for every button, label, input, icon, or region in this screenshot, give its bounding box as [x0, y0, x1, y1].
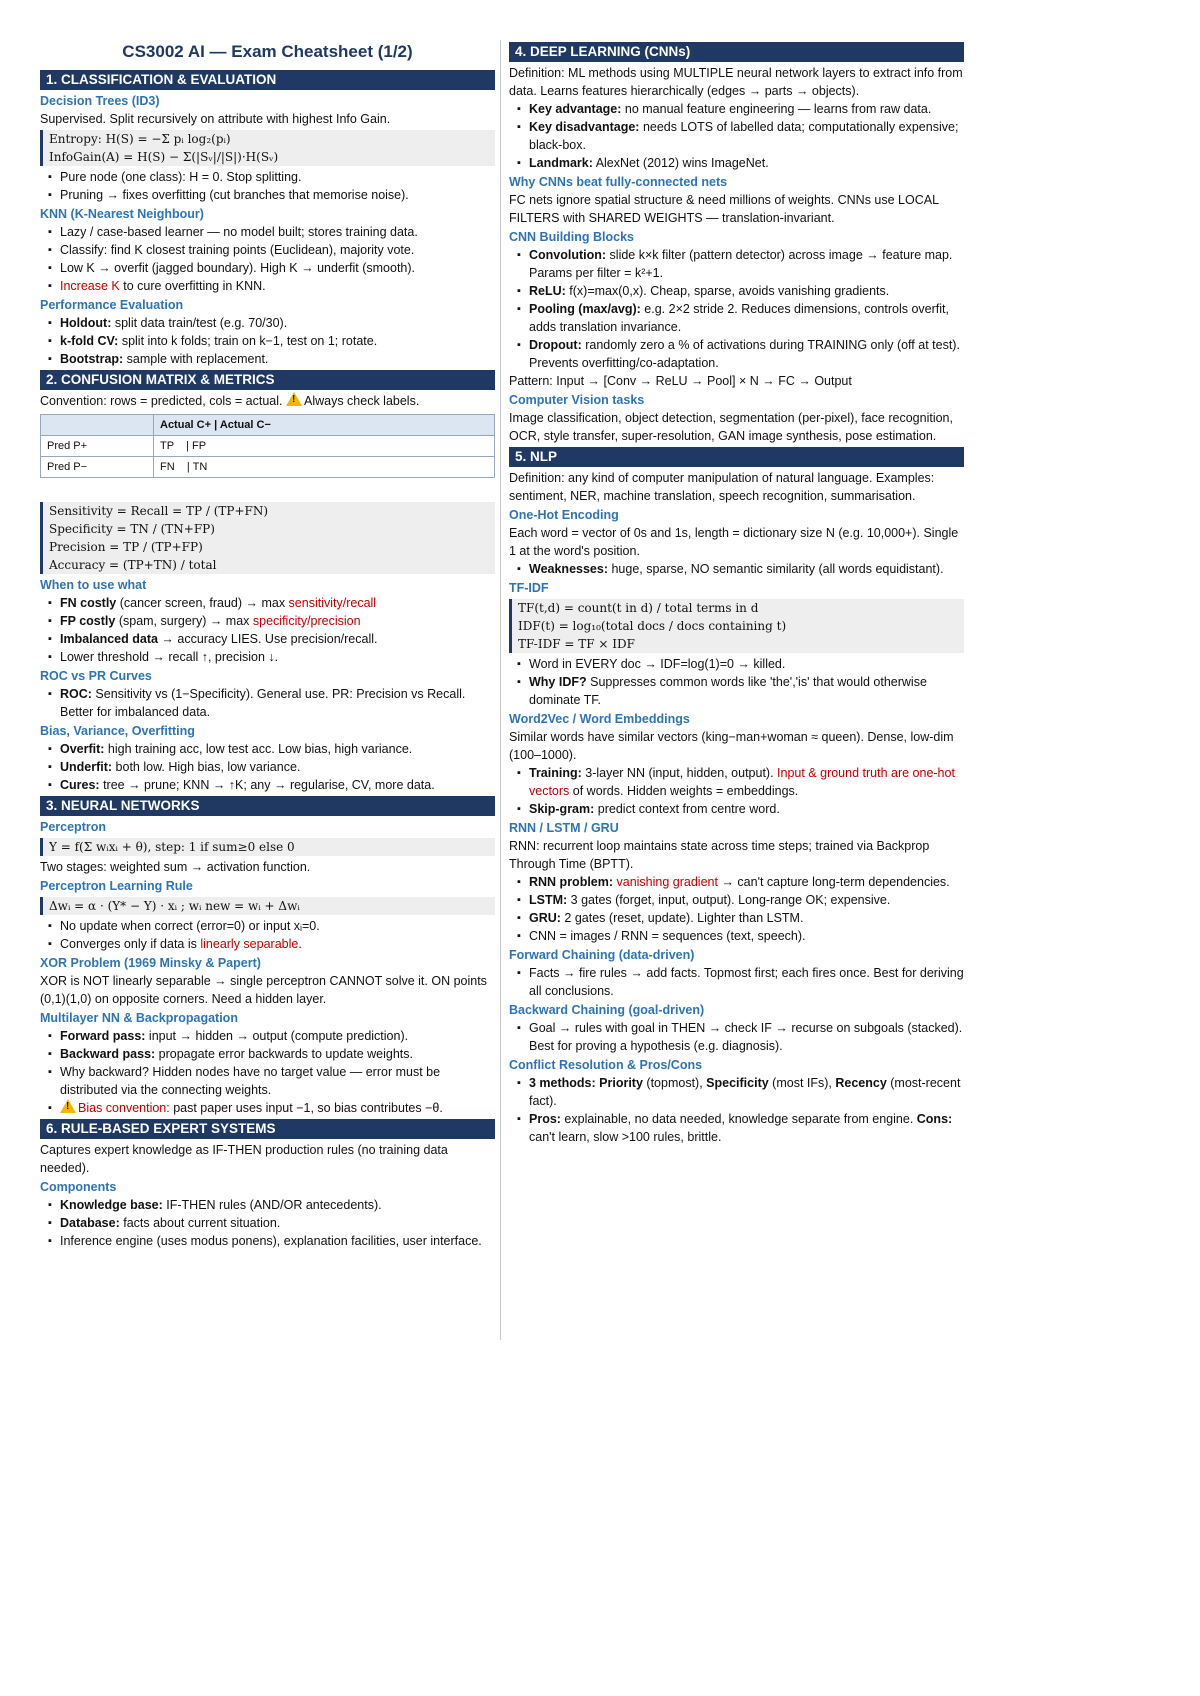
conflict-resolution-heading: Conflict Resolution & Pros/Cons — [509, 1058, 703, 1072]
list-item: ▪ Lower threshold → recall ↑, precision ↓. — [40, 648, 495, 666]
xor-heading: XOR Problem (1969 Minsky & Papert) — [40, 956, 261, 970]
list-item-text: . — [298, 937, 302, 951]
performance-eval-heading: Performance Evaluation — [40, 298, 184, 312]
list-item-text: tree → prune; KNN → ↑K; any → regularise, CV, more data. — [99, 778, 435, 792]
rnn-bullets — [509, 873, 964, 945]
list-item: ▪ CNN = images / RNN = sequences (text, speech). — [509, 927, 964, 945]
convention-text: Convention: rows = predicted, cols = actual. — [40, 394, 283, 408]
list-item-text: f(x)=max(0,x). Cheap, sparse, avoids vanishing gradients. — [565, 284, 890, 298]
list-item — [40, 1214, 495, 1232]
list-item-text: facts about current situation. — [119, 1216, 281, 1230]
list-item-text: Sensitivity vs (1−Specificity). General use. PR: Precision vs Recall. Better for imbalanced data. — [60, 687, 466, 719]
term: ReLU: — [529, 284, 566, 298]
accuracy-formula: Accuracy = (TP+TN) / total — [49, 558, 217, 572]
term: FP costly — [60, 614, 116, 628]
list-item — [40, 594, 495, 612]
list-item-text: (spam, surgery) → max — [115, 614, 253, 628]
roc-pr-bullets — [40, 685, 495, 721]
xor-desc: XOR is NOT linearly separable → single perceptron CANNOT solve it. ON points (0,1)(1,0) on opposite corners. Need a hidden layer. — [40, 974, 487, 1006]
one-hot-heading: One-Hot Encoding — [509, 508, 619, 522]
entropy-formula-box — [40, 130, 495, 166]
list-item: ▪ Goal → rules with goal in THEN → check IF → recurse on subgoals (stacked). Best for proving a hypothesis (e.g. diagnosis). — [509, 1019, 964, 1055]
table-cell: FN | TN — [154, 457, 495, 478]
list-item — [40, 935, 495, 953]
learning-rule-formula: Δwᵢ = α · (Y* − Y) · xᵢ ; wᵢ new = wᵢ + Δwᵢ — [49, 899, 300, 913]
section-deep-learning-header: 4. DEEP LEARNING (CNNs) — [509, 42, 964, 62]
section-confusion-header: 2. CONFUSION MATRIX & METRICS — [40, 370, 495, 390]
term: LSTM: — [529, 893, 568, 907]
term: Cons: — [916, 1112, 953, 1126]
term: Pooling (max/avg): — [529, 302, 641, 316]
learning-rule-heading: Perceptron Learning Rule — [40, 879, 193, 893]
list-item-text: → can't capture long-term dependencies. — [717, 875, 950, 889]
term: Pros: — [529, 1112, 561, 1126]
when-to-use-heading: When to use what — [40, 578, 147, 592]
decision-trees-desc: Supervised. Split recursively on attribute with highest Info Gain. — [40, 112, 391, 126]
list-item — [509, 873, 964, 891]
cnn-blocks-heading: CNN Building Blocks — [509, 230, 635, 244]
list-item — [509, 764, 964, 800]
term: 3 methods: — [529, 1076, 596, 1090]
list-item-text: past paper uses input −1, so bias contributes −θ. — [169, 1101, 443, 1115]
cv-tasks-desc: Image classification, object detection, segmentation (per-pixel), face recognition, OCR, style transfer, super-resolution, GAN image synthesis, pose estimation. — [509, 411, 953, 443]
one-hot-desc: Each word = vector of 0s and 1s, length = dictionary size N (e.g. 10,000+). Single 1 at the word's position. — [509, 526, 959, 558]
term: Backward pass: — [60, 1047, 156, 1061]
list-item — [40, 685, 495, 721]
section-neural-networks-header: 3. NEURAL NETWORKS — [40, 796, 495, 816]
warning-icon — [60, 1099, 76, 1113]
knn-heading: KNN (K-Nearest Neighbour) — [40, 207, 204, 221]
term: Forward pass: — [60, 1029, 146, 1043]
table-cell: TP | FP — [154, 436, 495, 457]
term: Overfit: — [60, 742, 105, 756]
table-cell: Actual C+ | Actual C− — [154, 415, 495, 436]
list-item — [40, 332, 495, 350]
highlight-text: vanishing gradient — [613, 875, 718, 889]
perceptron-desc: Two stages: weighted sum → activation function. — [40, 860, 311, 874]
decision-trees-bullets — [40, 168, 495, 204]
column-divider — [500, 40, 501, 1340]
list-item-text: e.g. 2×2 stride 2. Reduces dimensions, controls overfit, adds translation invariance. — [529, 302, 949, 334]
tfidf-formula-box — [509, 599, 964, 653]
backward-chaining-heading: Backward Chaining (goal-driven) — [509, 1003, 705, 1017]
term: k-fold CV: — [60, 334, 119, 348]
metrics-formula-box — [40, 502, 495, 574]
list-item-text: of words. Hidden weights = embeddings. — [569, 784, 799, 798]
term: Bootstrap: — [60, 352, 124, 366]
list-item-text: explainable, no data needed, knowledge separate from engine. — [560, 1112, 917, 1126]
list-item-text: (cancer screen, fraud) → max — [116, 596, 289, 610]
right-column — [509, 40, 964, 1146]
list-item — [509, 1074, 964, 1110]
list-item — [40, 314, 495, 332]
highlight-text: specificity/precision — [252, 614, 361, 628]
expert-systems-desc: Captures expert knowledge as IF-THEN production rules (no training data needed). — [40, 1143, 448, 1175]
list-item-text: Converges only if data is — [60, 937, 201, 951]
when-to-use-bullets — [40, 594, 495, 666]
term: GRU: — [529, 911, 561, 925]
forward-chaining-bullets — [509, 964, 964, 1000]
term: Training: — [529, 766, 582, 780]
list-item-text: slide k×k filter (pattern detector) across image → feature map. Params per filter = k²+1. — [529, 248, 953, 280]
word2vec-desc: Similar words have similar vectors (king−man+woman ≈ queen). Dense, low-dim (100–1000). — [509, 730, 954, 762]
list-item-text: to cure overfitting in KNN. — [119, 279, 266, 293]
list-item-text: high training acc, low test acc. Low bias, high variance. — [104, 742, 413, 756]
list-item-text: can't learn, slow >100 rules, brittle. — [529, 1130, 722, 1144]
list-item-text: sample with replacement. — [123, 352, 269, 366]
list-item-text: 2 gates (reset, update). Lighter than LSTM. — [560, 911, 804, 925]
term: Cures: — [60, 778, 100, 792]
list-item — [40, 758, 495, 776]
term: Database: — [60, 1216, 120, 1230]
list-item-text: randomly zero a % of activations during TRAINING only (off at test). Prevents overfitting/co-adaptation. — [529, 338, 960, 370]
tf-formula: TF(t,d) = count(t in d) / total terms in d — [518, 601, 759, 615]
convention-note — [40, 392, 495, 410]
list-item — [509, 336, 964, 372]
perceptron-heading: Perceptron — [40, 820, 106, 834]
roc-pr-heading: ROC vs PR Curves — [40, 669, 152, 683]
list-item: ▪ No update when correct (error=0) or input xᵢ=0. — [40, 917, 495, 935]
highlight-text: linearly separable — [200, 937, 299, 951]
mlp-bullets — [40, 1027, 495, 1117]
word2vec-heading: Word2Vec / Word Embeddings — [509, 712, 690, 726]
term: RNN problem: — [529, 875, 614, 889]
learning-rule-formula-box — [40, 897, 495, 915]
list-item-text: (most IFs), — [768, 1076, 832, 1090]
performance-eval-bullets — [40, 314, 495, 368]
specificity-formula: Specificity = TN / (TN+FP) — [49, 522, 215, 536]
list-item-text: 3 gates (forget, input, output). Long-range OK; expensive. — [567, 893, 891, 907]
table-cell: Pred P− — [41, 457, 154, 478]
list-item-text: Suppresses common words like 'the','is' that would otherwise dominate TF. — [529, 675, 927, 707]
list-item — [40, 1099, 495, 1117]
forward-chaining-heading: Forward Chaining (data-driven) — [509, 948, 695, 962]
components-bullets — [40, 1196, 495, 1250]
knn-bullets — [40, 223, 495, 295]
cnn-pattern: Pattern: Input → [Conv → ReLU → Pool] × N → FC → Output — [509, 374, 852, 388]
term: Convolution: — [529, 248, 607, 262]
list-item-text: IF-THEN rules (AND/OR antecedents). — [162, 1198, 382, 1212]
term: Specificity — [702, 1076, 769, 1090]
table-row — [41, 457, 495, 478]
term: Recency — [831, 1076, 887, 1090]
list-item-text: (most-recent fact). — [529, 1076, 961, 1108]
list-item: ▪ Lazy / case-based learner — no model built; stores training data. — [40, 223, 495, 241]
one-hot-bullets — [509, 560, 964, 578]
list-item-text: split into k folds; train on k−1, test on 1; rotate. — [118, 334, 378, 348]
list-item-text: AlexNet (2012) wins ImageNet. — [592, 156, 769, 170]
list-item: ▪ Low K → overfit (jagged boundary). High K → underfit (smooth). — [40, 259, 495, 277]
page-title: CS3002 AI — Exam Cheatsheet (1/2) — [122, 42, 413, 61]
list-item: ▪ Facts → fire rules → add facts. Topmost first; each fires once. Best for deriving all conclusions. — [509, 964, 964, 1000]
list-item-text: split data train/test (e.g. 70/30). — [111, 316, 288, 330]
list-item — [509, 909, 964, 927]
sensitivity-formula: Sensitivity = Recall = TP / (TP+FN) — [49, 504, 269, 518]
list-item — [40, 1045, 495, 1063]
idf-formula: IDF(t) = log₁₀(total docs / docs containing t) — [518, 619, 787, 633]
word2vec-bullets — [509, 764, 964, 818]
term: Knowledge base: — [60, 1198, 163, 1212]
deep-learning-def: Definition: ML methods using MULTIPLE neural network layers to extract info from data. Learns features hierarchically (edges → parts → objects). — [509, 66, 963, 98]
term: Skip-gram: — [529, 802, 595, 816]
highlight-text: Input & ground truth are one-hot vectors — [529, 766, 955, 798]
table-header-row — [41, 415, 495, 436]
list-item-text: 3-layer NN (input, hidden, output). — [581, 766, 778, 780]
list-item — [509, 560, 964, 578]
list-item — [509, 246, 964, 282]
cv-tasks-heading: Computer Vision tasks — [509, 393, 645, 407]
list-item — [40, 1027, 495, 1045]
term: Landmark: — [529, 156, 593, 170]
term: Underfit: — [60, 760, 113, 774]
list-item — [509, 300, 964, 336]
infogain-formula: InfoGain(A) = H(S) − Σ(|Sᵥ|/|S|)·H(Sᵥ) — [49, 150, 279, 164]
rnn-desc: RNN: recurrent loop maintains state across time steps; trained via Backprop Through Time (BPTT). — [509, 839, 930, 871]
term: FN costly — [60, 596, 117, 610]
warning-icon — [286, 392, 302, 406]
table-cell — [41, 415, 154, 436]
list-item — [40, 630, 495, 648]
term: Holdout: — [60, 316, 112, 330]
section-classification-header: 1. CLASSIFICATION & EVALUATION — [40, 70, 495, 90]
list-item — [40, 277, 495, 295]
entropy-formula: Entropy: H(S) = −Σ pᵢ log₂(pᵢ) — [49, 132, 231, 146]
precision-formula: Precision = TP / (TP+FP) — [49, 540, 203, 554]
list-item: ▪ Pruning → fixes overfitting (cut branches that memorise noise). — [40, 186, 495, 204]
table-row — [41, 436, 495, 457]
table-cell: Pred P+ — [41, 436, 154, 457]
list-item — [509, 118, 964, 154]
list-item — [509, 673, 964, 709]
section-expert-systems-header: 6. RULE-BASED EXPERT SYSTEMS — [40, 1119, 495, 1139]
list-item — [40, 776, 495, 794]
why-cnn-desc: FC nets ignore spatial structure & need millions of weights. CNNs use LOCAL FILTERS with SHARED WEIGHTS — translation-invariant. — [509, 193, 939, 225]
list-item-text: huge, sparse, NO semantic similarity (all words equidistant). — [608, 562, 944, 576]
list-item — [509, 100, 964, 118]
list-item-text: input → hidden → output (compute prediction). — [145, 1029, 409, 1043]
deep-learning-bullets — [509, 100, 964, 172]
tfidf-bullets — [509, 655, 964, 709]
list-item-text: no manual feature engineering — learns from raw data. — [621, 102, 932, 116]
list-item — [509, 154, 964, 172]
term: Imbalanced data — [60, 632, 158, 646]
tfidf-formula: TF-IDF = TF × IDF — [518, 637, 635, 651]
term: Weaknesses: — [529, 562, 608, 576]
term: Dropout: — [529, 338, 582, 352]
list-item — [40, 1196, 495, 1214]
list-item-text: predict context from centre word. — [594, 802, 780, 816]
conflict-resolution-bullets — [509, 1074, 964, 1146]
left-column — [40, 40, 495, 1250]
cnn-blocks-bullets — [509, 246, 964, 372]
list-item: ▪ Word in EVERY doc → IDF=log(1)=0 → killed. — [509, 655, 964, 673]
list-item — [40, 612, 495, 630]
term: Priority — [595, 1076, 643, 1090]
list-item: ▪ Classify: find K closest training points (Euclidean), majority vote. — [40, 241, 495, 259]
why-cnn-heading: Why CNNs beat fully-connected nets — [509, 175, 728, 189]
list-item-text: both low. High bias, low variance. — [112, 760, 301, 774]
convention-warning: Always check labels. — [303, 394, 420, 408]
list-item — [40, 350, 495, 368]
term: Key disadvantage: — [529, 120, 640, 134]
term: Key advantage: — [529, 102, 622, 116]
list-item: ▪ Inference engine (uses modus ponens), explanation facilities, user interface. — [40, 1232, 495, 1250]
nlp-def: Definition: any kind of computer manipulation of natural language. Examples: sentiment, NER, machine translation, speech recognition, summarisation. — [509, 471, 935, 503]
decision-trees-heading: Decision Trees (ID3) — [40, 94, 160, 108]
term: Why IDF? — [529, 675, 587, 689]
list-item-text: propagate error backwards to update weights. — [155, 1047, 413, 1061]
list-item — [509, 282, 964, 300]
list-item: ▪ Why backward? Hidden nodes have no target value — error must be distributed via the connecting weights. — [40, 1063, 495, 1099]
perceptron-formula: Y = f(Σ wᵢxᵢ + θ), step: 1 if sum≥0 else 0 — [49, 840, 295, 854]
confusion-matrix-table — [40, 414, 495, 478]
learning-rule-bullets — [40, 917, 495, 953]
list-item — [509, 1110, 964, 1146]
list-item — [40, 740, 495, 758]
list-item — [509, 891, 964, 909]
section-nlp-header: 5. NLP — [509, 447, 964, 467]
mlp-heading: Multilayer NN & Backpropagation — [40, 1011, 238, 1025]
highlight-text: sensitivity/recall — [288, 596, 377, 610]
list-item-text: needs LOTS of labelled data; computationally expensive; black-box. — [529, 120, 959, 152]
highlight-text: Bias convention: — [78, 1101, 170, 1115]
highlight-text: Increase K — [60, 279, 120, 293]
list-item-text: (topmost), — [642, 1076, 703, 1090]
bias-variance-heading: Bias, Variance, Overfitting — [40, 724, 195, 738]
term: ROC: — [60, 687, 92, 701]
backward-chaining-bullets — [509, 1019, 964, 1055]
components-heading: Components — [40, 1180, 117, 1194]
tfidf-heading: TF-IDF — [509, 581, 549, 595]
list-item — [509, 800, 964, 818]
rnn-heading: RNN / LSTM / GRU — [509, 821, 619, 835]
list-item-text: → accuracy LIES. Use precision/recall. — [157, 632, 378, 646]
bias-variance-bullets — [40, 740, 495, 794]
perceptron-formula-box — [40, 838, 495, 856]
list-item: ▪ Pure node (one class): H = 0. Stop splitting. — [40, 168, 495, 186]
